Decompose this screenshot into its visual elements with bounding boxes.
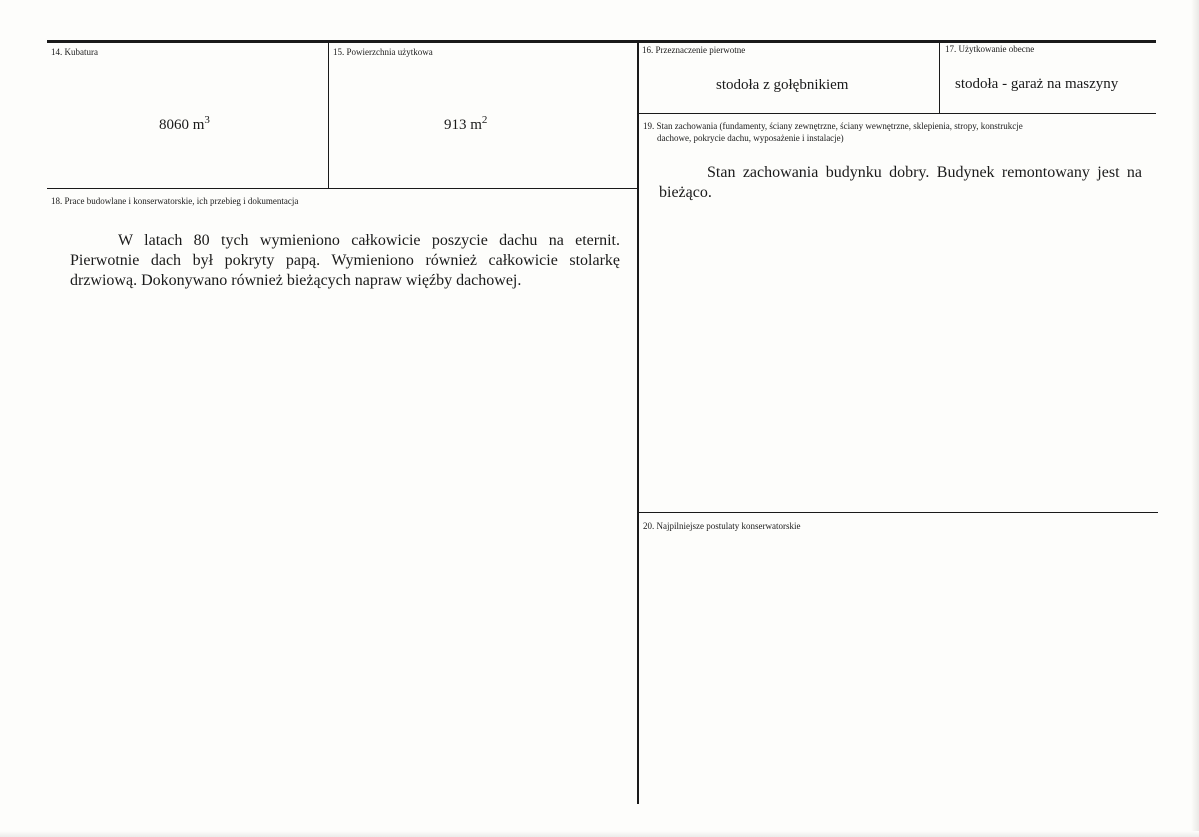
field-19-text xyxy=(659,163,1142,203)
divider-above-20 xyxy=(638,512,1158,513)
divider-16-17 xyxy=(939,42,940,114)
field-18-text-content: W latach 80 tych wymieniono całkowicie poszycie dachu na eternit. Pierwotnie dach był pokryty papą. Wymieniono również całkowicie stolarkę drzwiową. Dokonywano również bieżących napraw więźby dachowej. xyxy=(70,232,620,289)
divider-14-15 xyxy=(328,42,329,189)
field-19-text-content: Stan zachowania budynku dobry. Budynek remontowany jest na bieżąco. xyxy=(659,164,1142,201)
field-17-label: 17. Użytkowanie obecne xyxy=(945,44,1035,54)
field-14-exponent: 3 xyxy=(204,114,210,126)
field-14-number: 8060 m xyxy=(159,117,205,133)
field-16-label: 16. Przeznaczenie pierwotne xyxy=(642,45,746,55)
field-18-text xyxy=(70,231,620,291)
field-14-value xyxy=(159,114,210,134)
field-15-number: 913 m xyxy=(444,117,482,133)
top-border-line xyxy=(47,40,1156,43)
field-17-value: stodoła - garaż na maszyny xyxy=(955,76,1119,92)
field-20-label: 20. Najpilniejsze postulaty konserwatorskie xyxy=(643,521,801,531)
field-15-label: 15. Powierzchnia użytkowa xyxy=(333,47,433,57)
divider-under-14-15 xyxy=(47,188,638,189)
center-vertical-line xyxy=(637,42,639,804)
field-15-value xyxy=(444,114,487,134)
page-edge-shadow xyxy=(1191,0,1199,837)
field-18-label: 18. Prace budowlane i konserwatorskie, ich przebieg i dokumentacja xyxy=(51,196,299,206)
divider-under-16-17 xyxy=(638,113,1156,114)
field-16-value: stodoła z gołębnikiem xyxy=(716,77,849,93)
field-15-exponent: 2 xyxy=(481,114,488,126)
field-14-label: 14. Kubatura xyxy=(51,47,98,57)
field-19-label-line2: dachowe, pokrycie dachu, wyposażenie i instalacje) xyxy=(657,133,844,143)
page-bottom-edge xyxy=(0,831,1199,837)
field-19-label-line1: 19. Stan zachowania (fundamenty, ściany zewnętrzne, ściany wewnętrzne, sklepienia, stropy, konstrukcje xyxy=(643,121,1023,131)
